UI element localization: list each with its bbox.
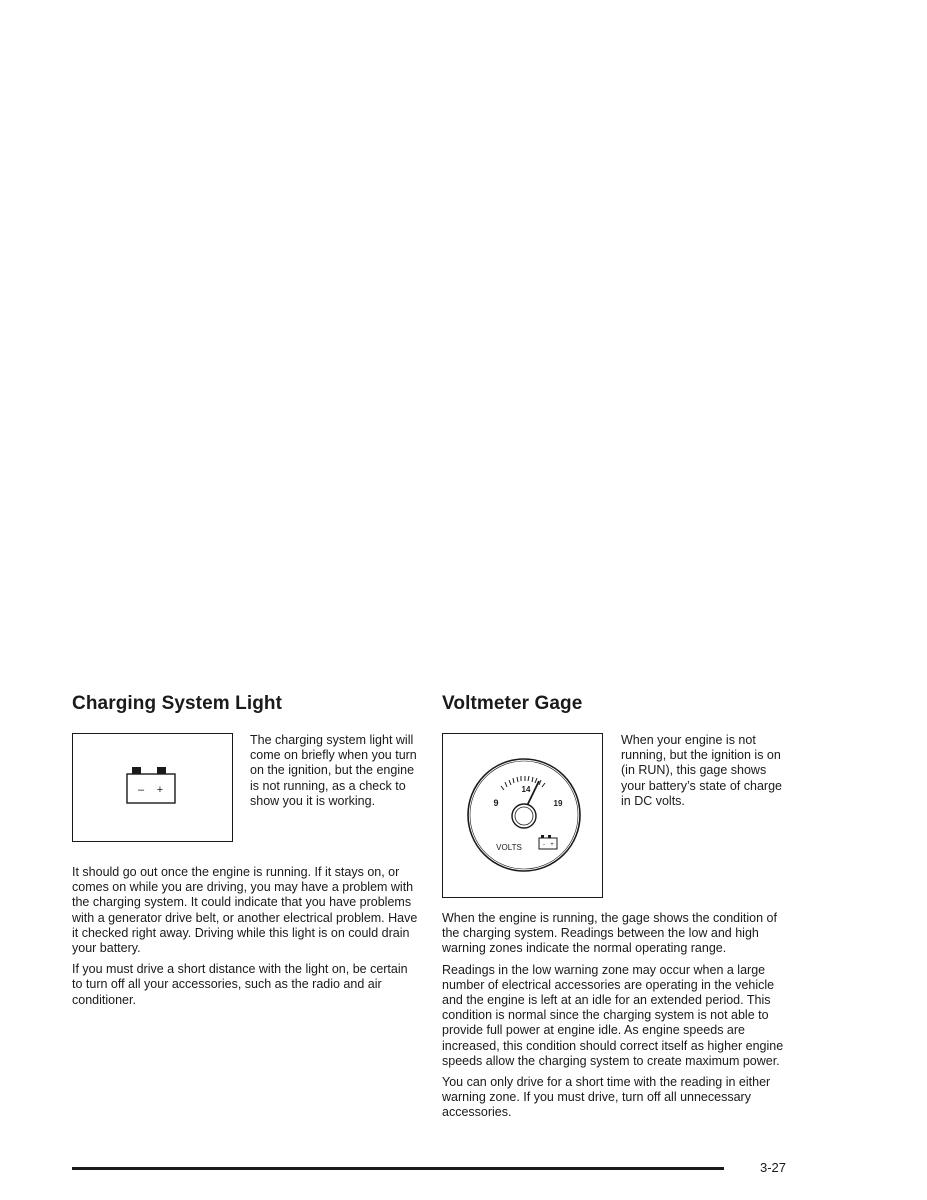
section-heading: Voltmeter Gage bbox=[442, 693, 583, 714]
body-text bbox=[442, 911, 788, 1127]
footer-rule bbox=[72, 1167, 724, 1170]
page-number: 3-27 bbox=[760, 1160, 787, 1175]
gage-battery-plus: + bbox=[550, 842, 554, 848]
side-text: When your engine is not running, but the ignition is on (in RUN), this gage shows your battery’s state of charge in DC volts. bbox=[621, 733, 782, 808]
charging-light-figure bbox=[72, 733, 233, 842]
gage-tick-low: 9 bbox=[493, 798, 499, 808]
charging-system-light-section bbox=[72, 693, 418, 1007]
gage-battery-minus: - bbox=[543, 842, 545, 848]
section-heading: Charging System Light bbox=[72, 693, 283, 714]
paragraph: If you must drive a short distance with the light on, be certain to turn off all your accessories, such as the radio and air conditioner. bbox=[72, 962, 408, 1007]
paragraph: It should go out once the engine is running. If it stays on, or comes on while you are driving, you may have a problem with the charging system. It could indicate that you have problems with a generator drive belt, or another electrical problem. Have it checked right away. Driving while this light is on could drain your battery. bbox=[72, 865, 418, 956]
paragraph: When the engine is running, the gage shows the condition of the charging system. Readings between the low and high warning zones indicate the normal operating range. bbox=[442, 911, 777, 956]
paragraph: You can only drive for a short time with the reading in either warning zone. If you must drive, turn off all unnecessary accessories. bbox=[442, 1075, 771, 1120]
voltmeter-figure bbox=[442, 733, 603, 898]
voltmeter-gage-icon bbox=[443, 734, 602, 897]
gage-tick-high: 19 bbox=[553, 799, 563, 808]
gage-volts-label: VOLTS bbox=[496, 843, 522, 852]
battery-minus-label: – bbox=[137, 784, 145, 796]
battery-plus-label: + bbox=[156, 784, 164, 796]
side-text: The charging system light will come on briefly when you turn on the ignition, but the engine is not running, as a check to show you it is working. bbox=[250, 733, 417, 808]
battery-icon bbox=[73, 734, 232, 841]
gage-tick-mid: 14 bbox=[521, 785, 531, 794]
body-text bbox=[72, 865, 418, 1014]
voltmeter-gage-section bbox=[442, 693, 788, 1120]
paragraph: Readings in the low warning zone may occur when a large number of electrical accessories are operating in the vehicle and the engine is left at an idle for an extended period. This condition is normal since the charging system is not able to provide full power at engine idle. As engine speeds are increased, this condition should correct itself as higher engine speeds allow the charging system to create maximum power. bbox=[442, 962, 784, 1068]
